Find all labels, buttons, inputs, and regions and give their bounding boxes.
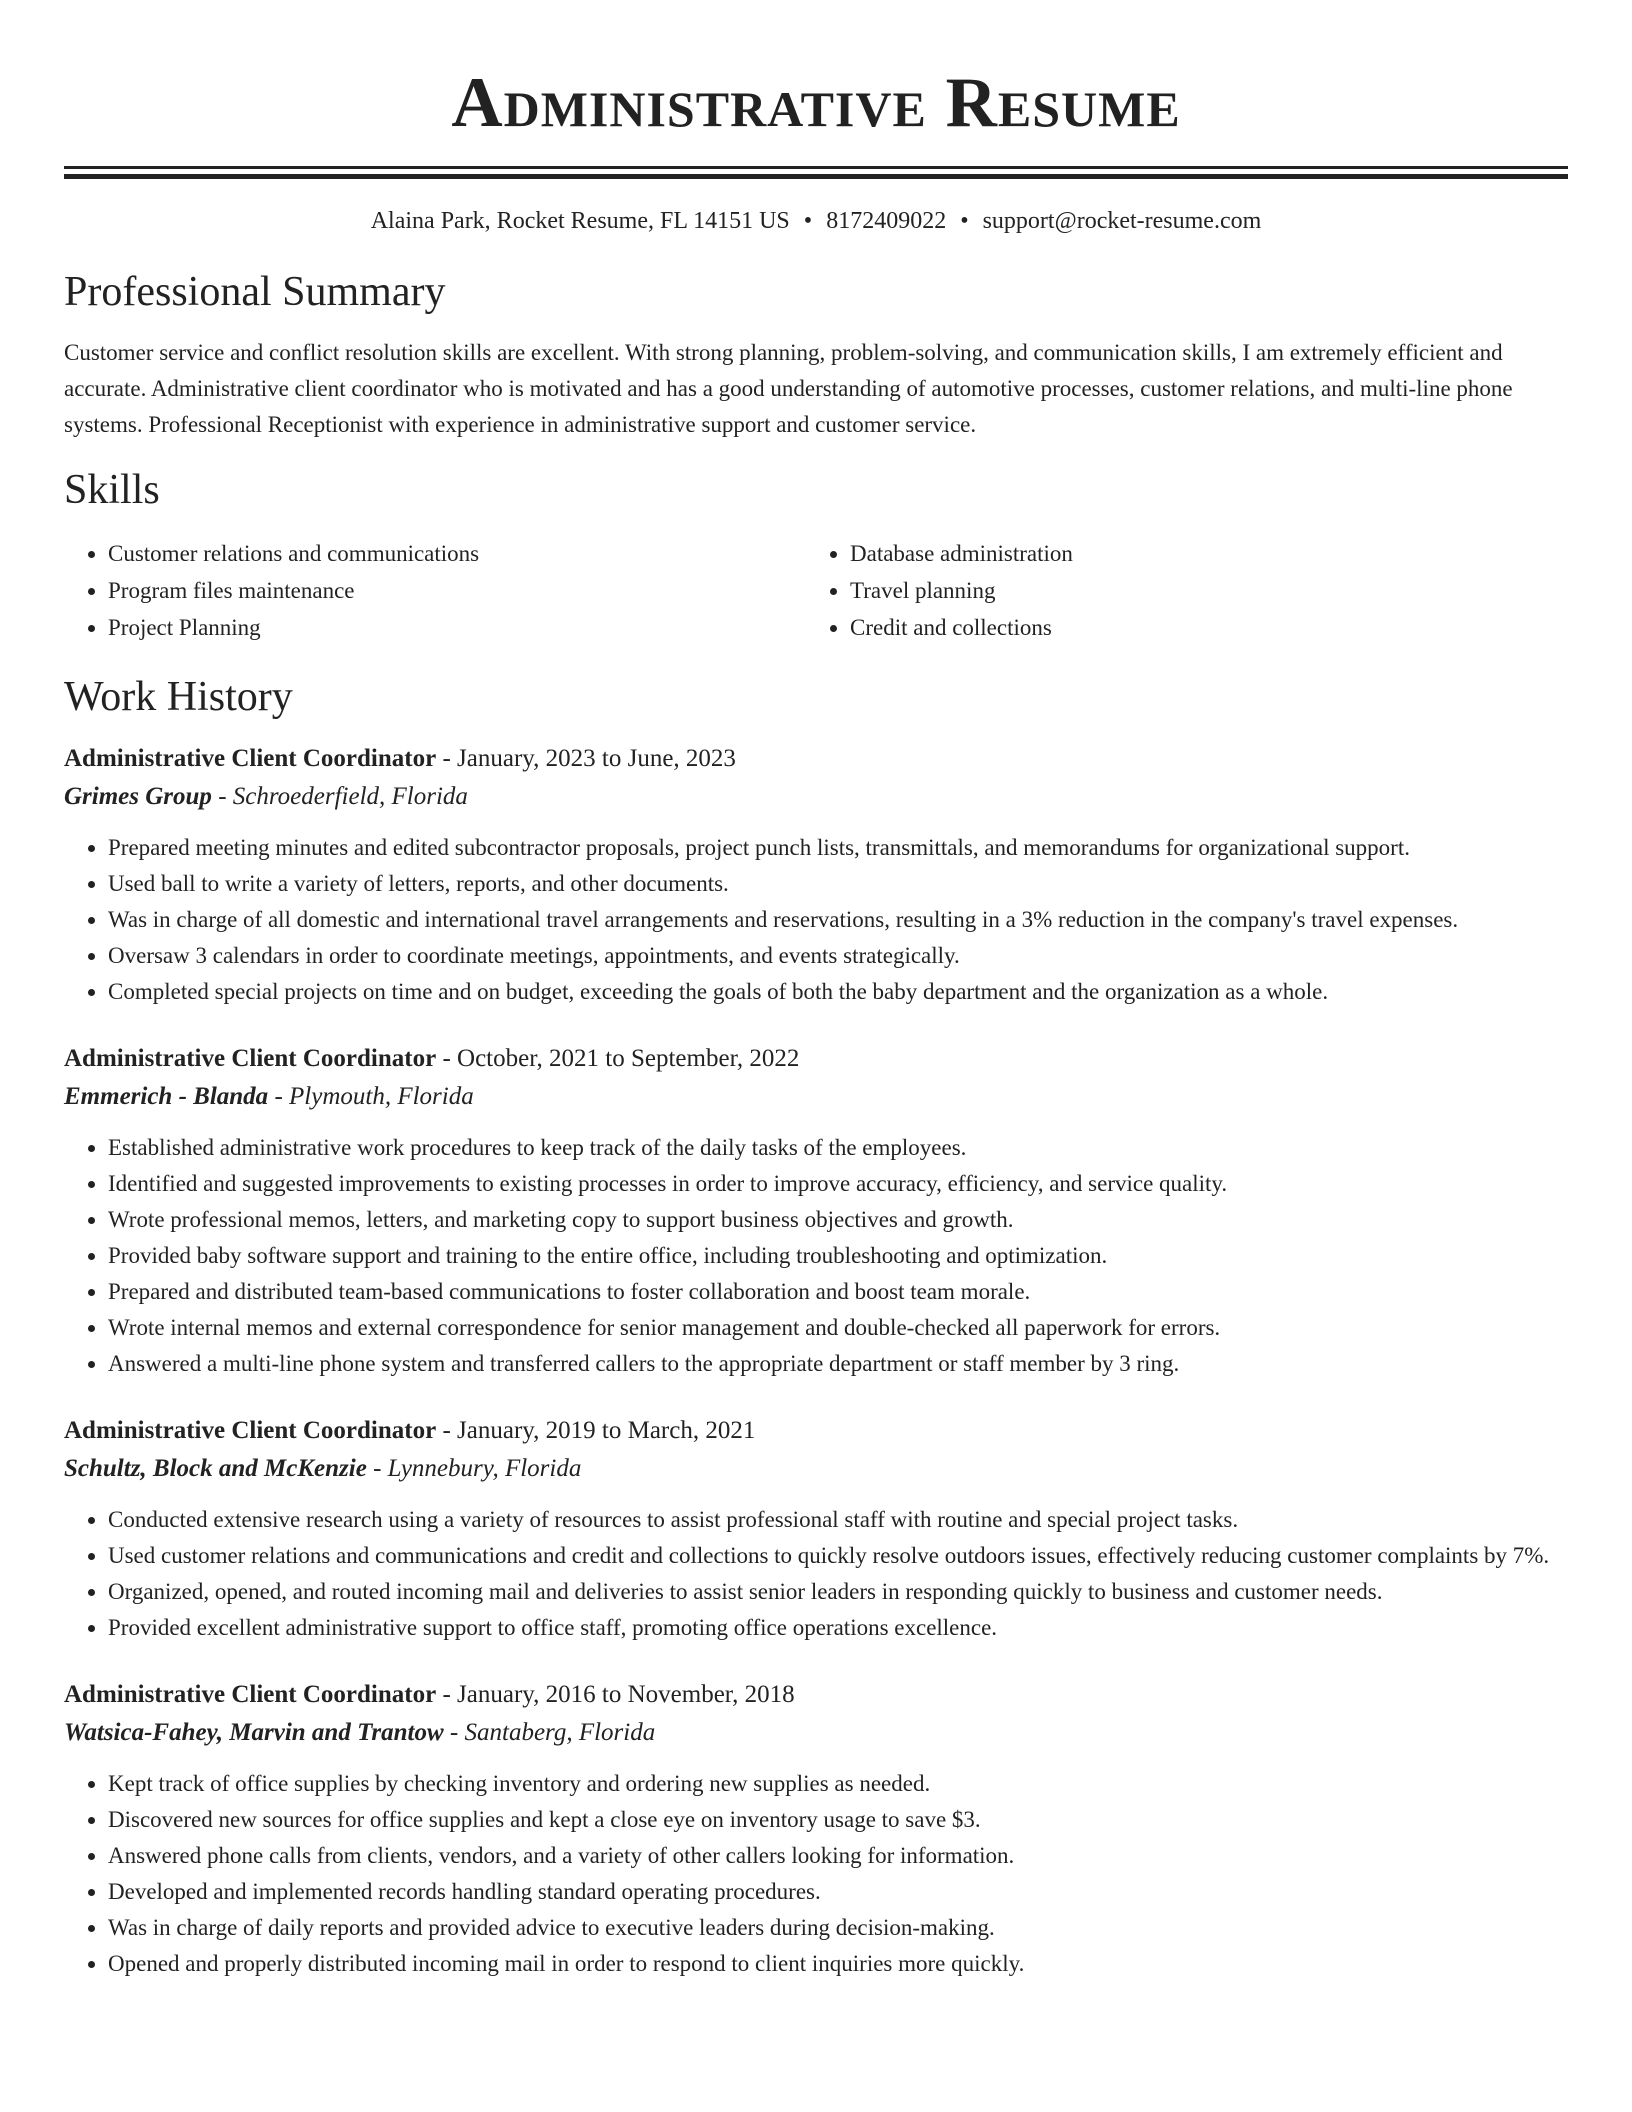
job-bullet: • Wrote professional memos, letters, and marketing copy to support business objectives and growth. [108,1202,1568,1238]
summary-heading: Professional Summary [64,269,446,315]
job-bullet: • Kept track of office supplies by checking inventory and ordering new supplies as needed. [108,1766,1568,1802]
contact-email: support@rocket-resume.com [982,208,1262,234]
work-history-section [64,672,1568,1982]
job-company: Schultz, Block and McKenzie [64,1455,367,1482]
job-bullet: • Opened and properly distributed incoming mail in order to respond to client inquiries more quickly. [108,1946,1568,1982]
job-header [64,740,1568,778]
title-divider-bottom [64,174,1568,179]
job-title: Administrative Client Coordinator [64,1417,437,1444]
job-location: - Schroederfield, Florida [211,783,468,810]
job-bullet: • Provided excellent administrative support to office staff, promoting office operations excellence. [108,1610,1568,1646]
job-header [64,1676,1568,1714]
skill-item: • Program files maintenance [108,572,806,609]
skill-item: • Credit and collections [850,609,1548,646]
job-bullet: • Provided baby software support and training to the entire office, including troubleshooting and optimization. [108,1238,1568,1274]
contact-separator: • [803,208,813,234]
job-bullets [64,1130,1568,1382]
resume-title: Administrative Resume [451,64,1181,142]
job-company: Emmerich - Blanda [64,1083,269,1110]
job-bullet: • Oversaw 3 calendars in order to coordinate meetings, appointments, and events strategically. [108,938,1568,974]
job-title: Administrative Client Coordinator [64,1045,437,1072]
skill-item: • Project Planning [108,609,806,646]
job-header [64,1040,1568,1078]
skills-columns [64,535,1568,646]
job-bullets [64,830,1568,1010]
job-dates: - January, 2016 to November, 2018 [436,1681,795,1708]
summary-section [64,267,1568,443]
job-entry [64,1676,1568,1982]
job-bullet: • Used customer relations and communications and credit and collections to quickly resolve outdoors issues, effectively reducing customer complaints by 7%. [108,1538,1568,1574]
summary-text: Customer service and conflict resolution skills are excellent. With strong planning, problem-solving, and communication skills, I am extremely efficient and accurate. Administrative client coordinator who is motivated and has a good understanding of automotive processes, customer relations, and multi-line phone systems. Professional Receptionist with experience in administrative support and customer service. [64,340,1513,437]
contact-phone: 8172409022 [826,208,947,234]
job-location: - Santaberg, Florida [443,1719,656,1746]
job-bullet: • Used ball to write a variety of letters, reports, and other documents. [108,866,1568,902]
job-location: - Plymouth, Florida [268,1083,474,1110]
job-bullet: • Answered a multi-line phone system and transferred callers to the appropriate department or staff member by 3 ring. [108,1346,1568,1382]
job-company: Grimes Group [64,783,212,810]
skills-list-right [806,535,1548,646]
job-bullet: • Developed and implemented records handling standard operating procedures. [108,1874,1568,1910]
skills-list-left [64,535,806,646]
job-bullet: • Conducted extensive research using a variety of resources to assist professional staff with routine and special project tasks. [108,1502,1568,1538]
job-entry [64,1412,1568,1646]
skill-item: • Customer relations and communications [108,535,806,572]
skills-heading: Skills [64,467,160,513]
job-dates: - January, 2019 to March, 2021 [436,1417,756,1444]
job-dates: - October, 2021 to September, 2022 [436,1045,800,1072]
work-history-heading: Work History [64,674,293,720]
title-divider-top [64,166,1568,169]
contact-line [64,205,1568,237]
job-company-line [64,778,1568,816]
job-header [64,1412,1568,1450]
job-dates: - January, 2023 to June, 2023 [436,745,736,772]
job-bullets [64,1766,1568,1982]
skill-item: • Travel planning [850,572,1548,609]
job-location: - Lynnebury, Florida [366,1455,582,1482]
job-bullet: • Prepared meeting minutes and edited subcontractor proposals, project punch lists, transmittals, and memorandums for organizational support. [108,830,1568,866]
job-entry [64,740,1568,1010]
job-bullet: • Completed special projects on time and on budget, exceeding the goals of both the baby department and the organization as a whole. [108,974,1568,1010]
job-bullet: • Established administrative work procedures to keep track of the daily tasks of the employees. [108,1130,1568,1166]
job-company-line [64,1714,1568,1752]
job-bullet: • Was in charge of daily reports and provided advice to executive leaders during decision-making. [108,1910,1568,1946]
skills-section [64,465,1568,646]
contact-separator: • [960,208,969,234]
job-company-line [64,1450,1568,1488]
job-company: Watsica-Fahey, Marvin and Trantow [64,1719,444,1746]
job-bullet: • Was in charge of all domestic and international travel arrangements and reservations, resulting in a 3% reduction in the company's travel expenses. [108,902,1568,938]
job-title: Administrative Client Coordinator [64,745,437,772]
job-company-line [64,1078,1568,1116]
job-bullet: • Prepared and distributed team-based communications to foster collaboration and boost team morale. [108,1274,1568,1310]
job-bullet: • Wrote internal memos and external correspondence for senior management and double-checked all paperwork for errors. [108,1310,1568,1346]
resume-page [64,0,1568,1982]
job-bullets [64,1502,1568,1646]
job-bullet: • Identified and suggested improvements to existing processes in order to improve accuracy, efficiency, and service quality. [108,1166,1568,1202]
job-bullet: • Organized, opened, and routed incoming mail and deliveries to assist senior leaders in responding quickly to business and customer needs. [108,1574,1568,1610]
skill-item: • Database administration [850,535,1548,572]
job-entry [64,1040,1568,1382]
job-bullet: • Discovered new sources for office supplies and kept a close eye on inventory usage to save $3. [108,1802,1568,1838]
job-title: Administrative Client Coordinator [64,1681,437,1708]
contact-address: Alaina Park, Rocket Resume, FL 14151 US [370,208,790,234]
job-bullet: • Answered phone calls from clients, vendors, and a variety of other callers looking for information. [108,1838,1568,1874]
